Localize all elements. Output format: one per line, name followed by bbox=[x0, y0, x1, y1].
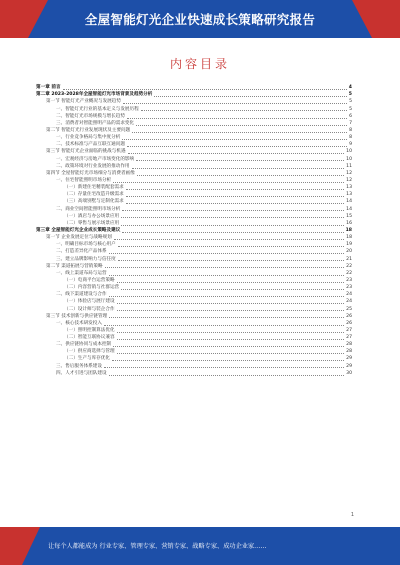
toc-entry-label: 第二节 智能灯光行业发展现状及主要问题 bbox=[46, 127, 131, 133]
toc-entry-page: 23 bbox=[346, 285, 352, 291]
toc-leader-dots bbox=[121, 217, 344, 218]
toc-entry[interactable] bbox=[36, 84, 352, 91]
toc-leader-dots bbox=[127, 146, 347, 147]
toc-entry[interactable] bbox=[36, 155, 352, 162]
toc-entry-label: 三、消费者对智能照明产品的需求变化 bbox=[56, 120, 135, 126]
toc-leader-dots bbox=[109, 253, 345, 254]
toc-entry[interactable] bbox=[36, 320, 352, 327]
toc-entry-label: 一、行业竞争格局与集中度分析 bbox=[56, 135, 121, 141]
toc-entry-page: 18 bbox=[346, 235, 352, 241]
toc-entry[interactable] bbox=[36, 148, 352, 155]
toc-entry-page: 23 bbox=[346, 277, 352, 283]
toc-entry-label: 二、智能灯光市场规模与增长趋势 bbox=[56, 113, 125, 119]
toc-entry-page: 8 bbox=[349, 135, 352, 141]
table-of-contents bbox=[36, 84, 352, 377]
toc-leader-dots bbox=[118, 246, 344, 247]
toc-entry-label: （二）存量住宅改造升级需求 bbox=[64, 192, 124, 198]
toc-leader-dots bbox=[113, 346, 344, 347]
toc-entry-label: 二、技术标准与产品互联互通问题 bbox=[56, 142, 125, 148]
toc-leader-dots bbox=[132, 132, 347, 133]
toc-entry-page: 10 bbox=[346, 149, 352, 155]
toc-entry[interactable] bbox=[36, 113, 352, 120]
page-number: 1 bbox=[350, 512, 354, 518]
toc-entry[interactable] bbox=[36, 191, 352, 198]
toc-leader-dots bbox=[112, 360, 344, 361]
toc-entry-page: 8 bbox=[349, 127, 352, 133]
page-footer bbox=[0, 527, 400, 565]
toc-leader-dots bbox=[141, 110, 347, 111]
toc-entry-label: （三）高端别墅与定制化需求 bbox=[64, 199, 124, 205]
toc-entry-page: 12 bbox=[346, 177, 352, 183]
toc-entry-page: 15 bbox=[346, 213, 352, 219]
toc-entry-label: 二、政策环境对行业发展的推动作用 bbox=[56, 163, 130, 169]
toc-entry-label: 第一节 企业发展定位与战略规划 bbox=[46, 235, 112, 241]
toc-entry-label: 三、建立品牌影响力与信任度 bbox=[56, 256, 116, 262]
toc-leader-dots bbox=[117, 310, 345, 311]
toc-leader-dots bbox=[126, 189, 344, 190]
toc-leader-dots bbox=[122, 232, 343, 233]
toc-entry-label: （二）内容营销与社群运营 bbox=[64, 285, 120, 291]
toc-entry-label: 一、住宅智能照明市场分析 bbox=[56, 177, 112, 183]
toc-entry-page: 25 bbox=[346, 306, 352, 312]
toc-entry-label: 第三节 技术创新与供应链管理 bbox=[46, 313, 108, 319]
toc-entry-label: 三、售后服务体系建设 bbox=[56, 363, 102, 369]
toc-entry-page: 29 bbox=[346, 363, 352, 369]
toc-leader-dots bbox=[104, 325, 344, 326]
toc-entry-page: 29 bbox=[346, 356, 352, 362]
toc-entry[interactable] bbox=[36, 177, 352, 184]
toc-entry[interactable] bbox=[36, 170, 352, 177]
toc-entry-page: 28 bbox=[346, 342, 352, 348]
toc-entry[interactable] bbox=[36, 334, 352, 341]
toc-entry[interactable] bbox=[36, 198, 352, 205]
toc-entry-page: 20 bbox=[346, 249, 352, 255]
toc-entry-page: 10 bbox=[346, 156, 352, 162]
toc-leader-dots bbox=[132, 168, 345, 169]
toc-entry-label: （一）酒店与办公场景应用 bbox=[64, 213, 120, 219]
toc-entry-page: 11 bbox=[346, 163, 352, 169]
toc-entry[interactable] bbox=[36, 184, 352, 191]
toc-entry[interactable] bbox=[36, 305, 352, 312]
toc-leader-dots bbox=[117, 282, 345, 283]
toc-entry[interactable] bbox=[36, 227, 352, 234]
toc-entry[interactable] bbox=[36, 220, 352, 227]
toc-entry[interactable] bbox=[36, 127, 352, 134]
toc-entry-page: 22 bbox=[346, 270, 352, 276]
toc-entry-label: 第二节 渠道拓展与营销策略 bbox=[46, 263, 103, 269]
toc-entry[interactable] bbox=[36, 255, 352, 262]
toc-entry-label: 一、线上渠道布局与运营 bbox=[56, 270, 107, 276]
toc-entry-page: 13 bbox=[346, 185, 352, 191]
toc-entry-page: 6 bbox=[349, 113, 352, 119]
toc-leader-dots bbox=[104, 367, 344, 368]
toc-entry-page: 16 bbox=[346, 220, 352, 226]
toc-entry-label: （一）电商平台运营策略 bbox=[64, 277, 115, 283]
toc-entry-label: （一）供应商选择与管理 bbox=[64, 349, 115, 355]
footer-slogan: 让每个人都能成为 行业专家、管理专家、营销专家、战略专家、成功企业家…… bbox=[48, 543, 267, 550]
toc-leader-dots bbox=[121, 289, 344, 290]
toc-leader-dots bbox=[136, 160, 344, 161]
toc-entry-label: 二、打造差异化产品体系 bbox=[56, 249, 107, 255]
toc-title: 内容目录 bbox=[169, 57, 230, 71]
toc-entry-label: 第三章 全屋智能灯光企业成长策略及建议 bbox=[36, 227, 121, 233]
toc-entry-page: 5 bbox=[348, 92, 352, 98]
toc-entry-page: 26 bbox=[346, 313, 352, 319]
toc-entry-label: 二、线下渠道建设与合作 bbox=[56, 292, 107, 298]
toc-entry-page: 5 bbox=[349, 99, 352, 105]
toc-leader-dots bbox=[117, 303, 345, 304]
toc-entry[interactable] bbox=[36, 248, 352, 255]
toc-leader-dots bbox=[121, 225, 344, 226]
toc-entry[interactable] bbox=[36, 141, 352, 148]
toc-entry-label: 二、供应链协同与成本控制 bbox=[56, 342, 112, 348]
toc-leader-dots bbox=[154, 96, 346, 97]
toc-entry-label: 第一节 智能灯光产业概况与发展趋势 bbox=[46, 99, 121, 105]
toc-entry-page: 12 bbox=[346, 170, 352, 176]
toc-entry-label: 第一章 前言 bbox=[36, 85, 61, 91]
toc-entry-page: 21 bbox=[346, 256, 352, 262]
toc-entry-page: 24 bbox=[346, 292, 352, 298]
toc-leader-dots bbox=[117, 339, 345, 340]
toc-entry[interactable] bbox=[36, 277, 352, 284]
toc-leader-dots bbox=[127, 118, 347, 119]
page-header bbox=[0, 0, 400, 38]
toc-leader-dots bbox=[109, 296, 345, 297]
toc-leader-dots bbox=[117, 332, 345, 333]
toc-leader-dots bbox=[117, 353, 345, 354]
toc-entry-page: 22 bbox=[346, 263, 352, 269]
toc-leader-dots bbox=[109, 275, 345, 276]
toc-entry[interactable] bbox=[36, 98, 352, 105]
toc-entry-page: 28 bbox=[346, 349, 352, 355]
toc-entry[interactable] bbox=[36, 234, 352, 241]
toc-entry[interactable] bbox=[36, 348, 352, 355]
toc-entry[interactable] bbox=[36, 284, 352, 291]
toc-entry[interactable] bbox=[36, 362, 352, 369]
toc-entry-page: 7 bbox=[349, 120, 352, 126]
toc-entry[interactable] bbox=[36, 298, 352, 305]
toc-leader-dots bbox=[114, 239, 344, 240]
toc-entry-page: 13 bbox=[346, 192, 352, 198]
toc-entry-page: 14 bbox=[346, 199, 352, 205]
toc-entry[interactable] bbox=[36, 263, 352, 270]
toc-entry[interactable] bbox=[36, 341, 352, 348]
toc-entry[interactable] bbox=[36, 241, 352, 248]
toc-entry-page: 18 bbox=[345, 227, 352, 233]
toc-entry[interactable] bbox=[36, 205, 352, 212]
toc-entry-label: 第三节 智能灯光企业面临的挑战与机遇 bbox=[46, 149, 126, 155]
toc-entry-page: 27 bbox=[346, 335, 352, 341]
toc-leader-dots bbox=[126, 203, 344, 204]
toc-entry[interactable] bbox=[36, 327, 352, 334]
toc-leader-dots bbox=[137, 175, 344, 176]
toc-entry[interactable] bbox=[36, 105, 352, 112]
toc-leader-dots bbox=[122, 139, 347, 140]
toc-leader-dots bbox=[105, 267, 345, 268]
toc-entry-label: （二）生产与库存优化 bbox=[64, 356, 110, 362]
toc-entry-page: 24 bbox=[346, 299, 352, 305]
toc-entry[interactable] bbox=[36, 91, 352, 98]
toc-entry-label: 一、智能灯光行业的基本定义与发展历程 bbox=[56, 106, 139, 112]
toc-leader-dots bbox=[109, 375, 345, 376]
toc-leader-dots bbox=[63, 89, 347, 90]
toc-entry-page: 19 bbox=[346, 242, 352, 248]
toc-leader-dots bbox=[126, 196, 344, 197]
toc-entry-page: 27 bbox=[346, 327, 352, 333]
toc-entry-label: （一）新建住宅精装配套需求 bbox=[64, 185, 124, 191]
toc-entry-label: （二）设计师与装企合作 bbox=[64, 306, 115, 312]
toc-entry-page: 30 bbox=[346, 370, 352, 376]
toc-leader-dots bbox=[118, 260, 344, 261]
toc-entry-label: （一）照明控制算法优化 bbox=[64, 327, 115, 333]
toc-entry[interactable] bbox=[36, 163, 352, 170]
toc-leader-dots bbox=[128, 153, 345, 154]
toc-entry-label: 四、人才引进与团队建设 bbox=[56, 370, 107, 376]
toc-entry-page: 5 bbox=[349, 106, 352, 112]
toc-entry-page: 9 bbox=[349, 142, 352, 148]
toc-entry-label: 一、核心技术研发投入 bbox=[56, 320, 102, 326]
report-title: 全屋智能灯光企业快速成长策略研究报告 bbox=[84, 12, 316, 27]
toc-leader-dots bbox=[113, 182, 344, 183]
toc-leader-dots bbox=[122, 210, 344, 211]
toc-leader-dots bbox=[123, 103, 347, 104]
toc-entry-label: 一、宏观经济与房地产市场变化的影响 bbox=[56, 156, 135, 162]
toc-entry-label: 第四节 全屋智能灯光市场细分与消费者画像 bbox=[46, 170, 135, 176]
toc-entry-label: 二、商业空间智能照明市场分析 bbox=[56, 206, 121, 212]
toc-entry[interactable] bbox=[36, 291, 352, 298]
toc-entry-page: 14 bbox=[346, 206, 352, 212]
toc-entry-label: （二）智能互联协议兼容 bbox=[64, 335, 115, 341]
toc-entry[interactable] bbox=[36, 134, 352, 141]
toc-entry-page: 26 bbox=[346, 320, 352, 326]
toc-entry[interactable] bbox=[36, 313, 352, 320]
toc-entry-page: 4 bbox=[348, 85, 352, 91]
toc-entry-label: 第二章 2023-2028年全屋智能灯光市场背景及趋势分析 bbox=[36, 92, 153, 98]
toc-entry-label: 一、明确目标市场与核心用户 bbox=[56, 242, 116, 248]
toc-entry-label: （二）零售与展示场景应用 bbox=[64, 220, 120, 226]
toc-entry[interactable] bbox=[36, 270, 352, 277]
toc-entry-label: （一）体验店与展厅建设 bbox=[64, 299, 115, 305]
toc-entry[interactable] bbox=[36, 355, 352, 362]
toc-entry[interactable] bbox=[36, 213, 352, 220]
toc-entry[interactable] bbox=[36, 370, 352, 377]
toc-entry[interactable] bbox=[36, 120, 352, 127]
toc-leader-dots bbox=[109, 317, 344, 318]
toc-leader-dots bbox=[136, 125, 347, 126]
